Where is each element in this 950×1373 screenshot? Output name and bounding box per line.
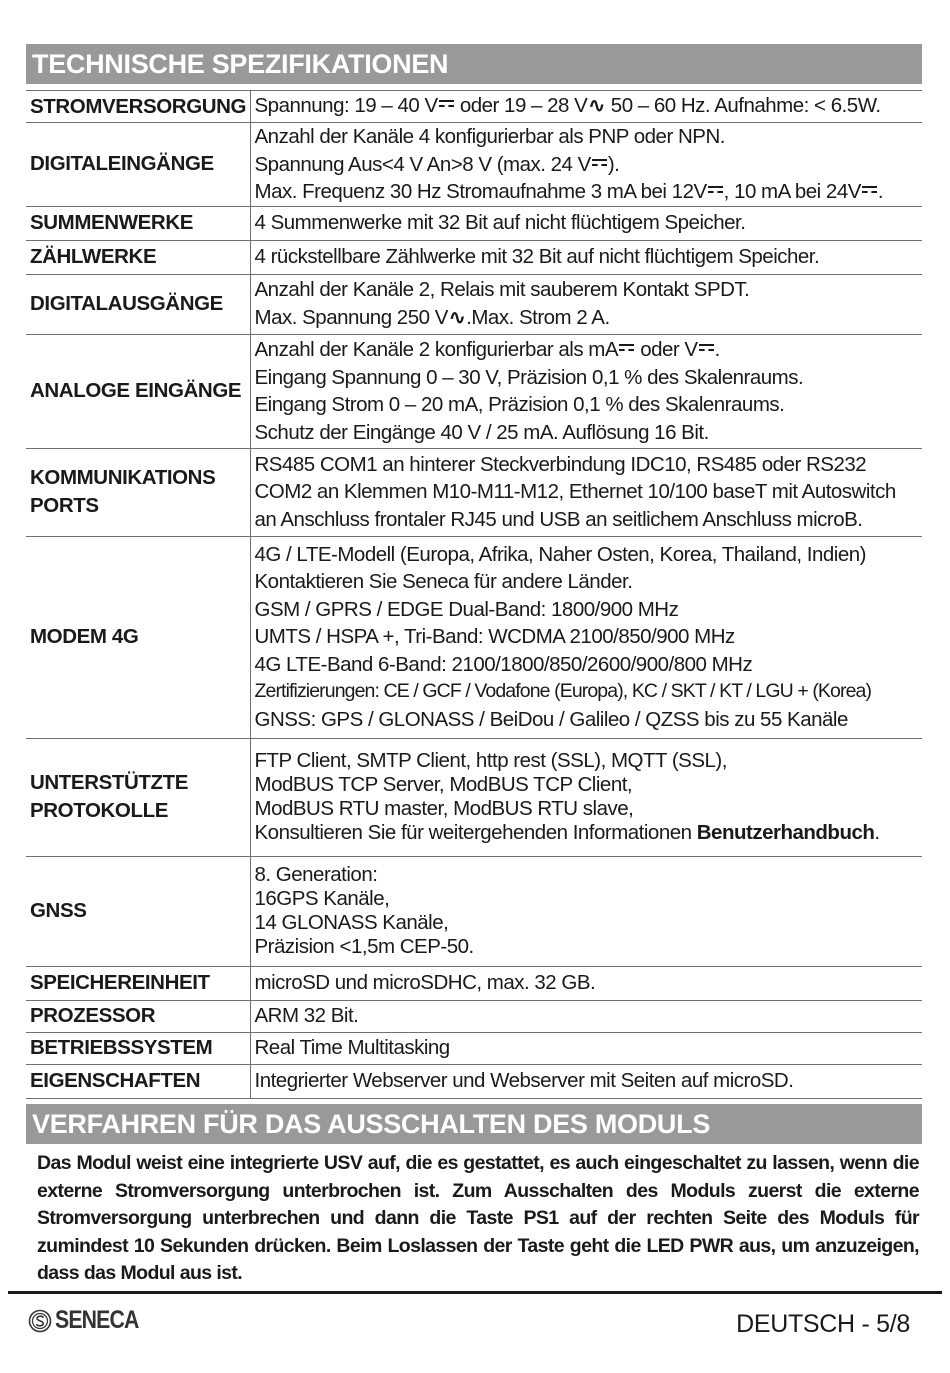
spec-row [26, 240, 922, 274]
text-segment: 4 rückstellbare Zählwerke mit 32 Bit auf nicht flüchtigem Speicher. [254, 245, 820, 269]
spec-label: ANALOGE EINGÄNGE [26, 334, 250, 448]
text-segment: oder 19 – 28 V [454, 94, 588, 118]
text-segment: Schutz der Eingänge 40 V / 25 mA. Auflösung 16 Bit. [254, 420, 709, 444]
spec-value-line [255, 596, 919, 624]
spec-value-line [255, 568, 919, 596]
text-segment: Spannung Aus<4 V An>8 V (max. 24 V [254, 152, 591, 176]
spec-row [26, 334, 922, 448]
spec-value-line [255, 821, 919, 845]
footer-divider [8, 1291, 942, 1294]
text-segment: Real Time Multitasking [254, 1036, 450, 1060]
spec-label: EIGENSCHAFTEN [26, 1064, 250, 1098]
text-segment: Max. Spannung 250 V [254, 305, 448, 329]
text-segment: 50 – 60 Hz. Aufnahme: < 6.5W. [605, 94, 881, 118]
text-segment: oder V [635, 338, 698, 361]
spec-row [26, 91, 922, 123]
text-segment: Kontaktieren Sie Seneca für andere Länder. [254, 570, 633, 594]
spec-value-line [255, 749, 919, 773]
text-segment: . [874, 821, 880, 844]
text-segment: microSD und microSDHC, max. 32 GB. [254, 971, 596, 995]
spec-value [250, 856, 922, 966]
spec-value-line [255, 706, 919, 734]
spec-label: UNTERSTÜTZTE PROTOKOLLE [26, 738, 250, 856]
text-segment: .Max. Strom 2 A. [466, 305, 610, 329]
spec-value-line [255, 1067, 919, 1095]
ac-symbol-icon: ∿ [448, 306, 466, 329]
spec-value-line [255, 541, 919, 569]
spec-row [26, 123, 922, 207]
spec-label: BETRIEBSSYSTEM [26, 1032, 250, 1064]
spec-value-line [255, 1002, 919, 1030]
seneca-logo [28, 1306, 153, 1335]
spec-value-line [255, 209, 919, 237]
spec-value [250, 448, 922, 536]
text-segment: ModBUS TCP Server, ModBUS TCP Client, [254, 773, 633, 796]
spec-value [250, 334, 922, 448]
spec-value [250, 738, 922, 856]
spec-value-line [255, 1034, 919, 1062]
text-segment: Anzahl der Kanäle 4 konfigurierbar als PNP oder NPN. [254, 125, 725, 148]
text-segment: 14 GLONASS Kanäle, [254, 911, 449, 934]
spec-value-line [255, 863, 919, 887]
spec-section-title: TECHNISCHE SPEZIFIKATIONEN [26, 44, 922, 84]
text-segment: . [714, 338, 720, 361]
text-segment: Integrierter Webserver und Webserver mit Seiten auf microSD. [254, 1069, 794, 1093]
text-segment: 4G LTE-Band 6-Band: 2100/1800/850/2600/900/800 MHz [254, 652, 753, 676]
text-segment: ModBUS RTU master, ModBUS RTU slave, [254, 797, 634, 820]
spec-value-line [255, 623, 919, 651]
spec-row [26, 1032, 922, 1064]
spec-label: SPEICHEREINHEIT [26, 966, 250, 1000]
spec-value-line [255, 151, 919, 179]
text-segment: COM2 an Klemmen M10-M11-M12, Ethernet 10/100 baseT mit Autoswitch [254, 480, 896, 504]
spec-row [26, 206, 922, 240]
spec-value-line [255, 935, 919, 959]
text-segment: Eingang Spannung 0 – 30 V, Präzision 0,1 % des Skalenraums. [254, 365, 804, 389]
spec-value-line [255, 887, 919, 911]
text-segment: Max. Frequenz 30 Hz Stromaufnahme 3 mA bei 12V [254, 180, 707, 203]
page-number-label: DEUTSCH - 5/8 [736, 1310, 910, 1338]
spec-value [250, 206, 922, 240]
text-segment: 4 Summenwerke mit 32 Bit auf nicht flüchtigem Speicher. [254, 211, 746, 235]
dc-symbol-icon [699, 344, 714, 353]
spec-value [250, 123, 922, 207]
shutdown-section-title: VERFAHREN FÜR DAS AUSSCHALTEN DES MODULS [26, 1104, 922, 1144]
text-segment: 4G / LTE-Modell (Europa, Afrika, Naher Osten, Korea, Thailand, Indien) [254, 542, 866, 566]
spec-label: ZÄHLWERKE [26, 240, 250, 274]
dc-symbol-icon [619, 344, 634, 353]
spec-value [250, 1000, 922, 1032]
text-segment: Anzahl der Kanäle 2, Relais mit sauberem Kontakt SPDT. [254, 278, 750, 301]
spec-table [26, 90, 922, 1099]
spec-value-line [255, 276, 919, 304]
text-segment: FTP Client, SMTP Client, http rest (SSL), MQTT (SSL), [254, 749, 727, 772]
spec-value [250, 274, 922, 334]
spec-label: GNSS [26, 856, 250, 966]
text-segment: Konsultieren Sie für weitergehenden Informationen [254, 821, 697, 844]
text-segment: Zertifizierungen: CE / GCF / Vodafone (Europa), KC / SKT / KT / LGU + (Korea) [254, 680, 872, 703]
spec-value-line [255, 243, 919, 271]
dc-symbol-icon [862, 186, 877, 195]
spec-label: SUMMENWERKE [26, 206, 250, 240]
spec-value [250, 966, 922, 1000]
spec-row [26, 1064, 922, 1098]
spec-value-line [255, 651, 919, 679]
logo-wordmark: SENECA [55, 1306, 139, 1334]
spec-value-line [255, 478, 919, 506]
text-segment: 16GPS Kanäle, [254, 887, 390, 910]
text-segment: an Anschluss frontaler RJ45 und USB an seitlichem Anschluss microB. [254, 507, 863, 531]
spec-value-line [255, 773, 919, 797]
spec-row [26, 536, 922, 738]
ac-symbol-icon: ∿ [588, 95, 605, 118]
spec-value [250, 536, 922, 738]
spec-label: STROMVERSORGUNG [26, 91, 250, 123]
spec-row [26, 274, 922, 334]
spec-label: DIGITALEINGÄNGE [26, 123, 250, 207]
text-segment: 8. Generation: [254, 863, 378, 886]
spec-value [250, 240, 922, 274]
dc-symbol-icon [439, 100, 454, 109]
spec-value-line [255, 364, 919, 392]
spec-value-line [255, 797, 919, 821]
spec-label: MODEM 4G [26, 536, 250, 738]
spec-row [26, 966, 922, 1000]
spec-value [250, 1032, 922, 1064]
spec-label: DIGITALAUSGÄNGE [26, 274, 250, 334]
shutdown-paragraph: Das Modul weist eine integrierte USV auf, die es gestattet, es auch eingeschaltet zu lassen, wenn die externe Stromversorgung unterbrochen ist. Zum Ausschalten des Moduls zuerst die externe Stromversorgung unterbrechen und dann die Taste PS1 auf der rechten Seite des Moduls für zumindest 10 Sekunden drücken. Beim Loslassen der Taste geht die LED PWR aus, um anzuzeigen, dass das Modul aus ist. [37, 1152, 919, 1284]
text-segment: GNSS: GPS / GLONASS / BeiDou / Galileo / QZSS bis zu 55 Kanäle [254, 707, 848, 731]
spec-label: KOMMUNIKATIONS PORTS [26, 448, 250, 536]
spec-value-line [255, 336, 919, 364]
spec-value-line [255, 92, 919, 121]
dc-symbol-icon [592, 159, 607, 168]
spec-value-line [255, 911, 919, 935]
spec-value [250, 1064, 922, 1098]
spec-value-line [255, 123, 919, 151]
seneca-logo-icon [28, 1309, 52, 1333]
text-segment: , 10 mA bei 24V [723, 180, 861, 203]
spec-value-line [255, 451, 919, 479]
text-segment: ). [607, 152, 620, 176]
spec-value-line [255, 419, 919, 447]
spec-value-line [255, 969, 919, 997]
text-segment: ARM 32 Bit. [254, 1004, 359, 1028]
text-segment: Präzision <1,5m CEP-50. [254, 935, 474, 958]
spec-row [26, 1000, 922, 1032]
text-segment: Anzahl der Kanäle 2 konfigurierbar als mA [254, 338, 619, 361]
spec-value [250, 91, 922, 123]
spec-value-line [255, 304, 919, 333]
text-segment: GSM / GPRS / EDGE Dual-Band: 1800/900 MHz [254, 597, 679, 621]
spec-row [26, 856, 922, 966]
text-segment: UMTS / HSPA +, Tri-Band: WCDMA 2100/850/900 MHz [254, 625, 735, 649]
spec-label: PROZESSOR [26, 1000, 250, 1032]
emphasis-text: Benutzerhandbuch [696, 821, 875, 844]
dc-symbol-icon [708, 186, 723, 195]
text-segment: . [877, 180, 884, 203]
spec-value-line [255, 506, 919, 534]
text-segment: RS485 COM1 an hinterer Steckverbindung IDC10, RS485 oder RS232 [254, 452, 867, 476]
spec-row [26, 738, 922, 856]
spec-value-line [255, 178, 919, 206]
spec-value-line [255, 678, 919, 706]
text-segment: Spannung: 19 – 40 V [254, 94, 438, 118]
spec-value-line [255, 391, 919, 419]
spec-row [26, 448, 922, 536]
text-segment: Eingang Strom 0 – 20 mA, Präzision 0,1 % des Skalenraums. [254, 393, 785, 416]
